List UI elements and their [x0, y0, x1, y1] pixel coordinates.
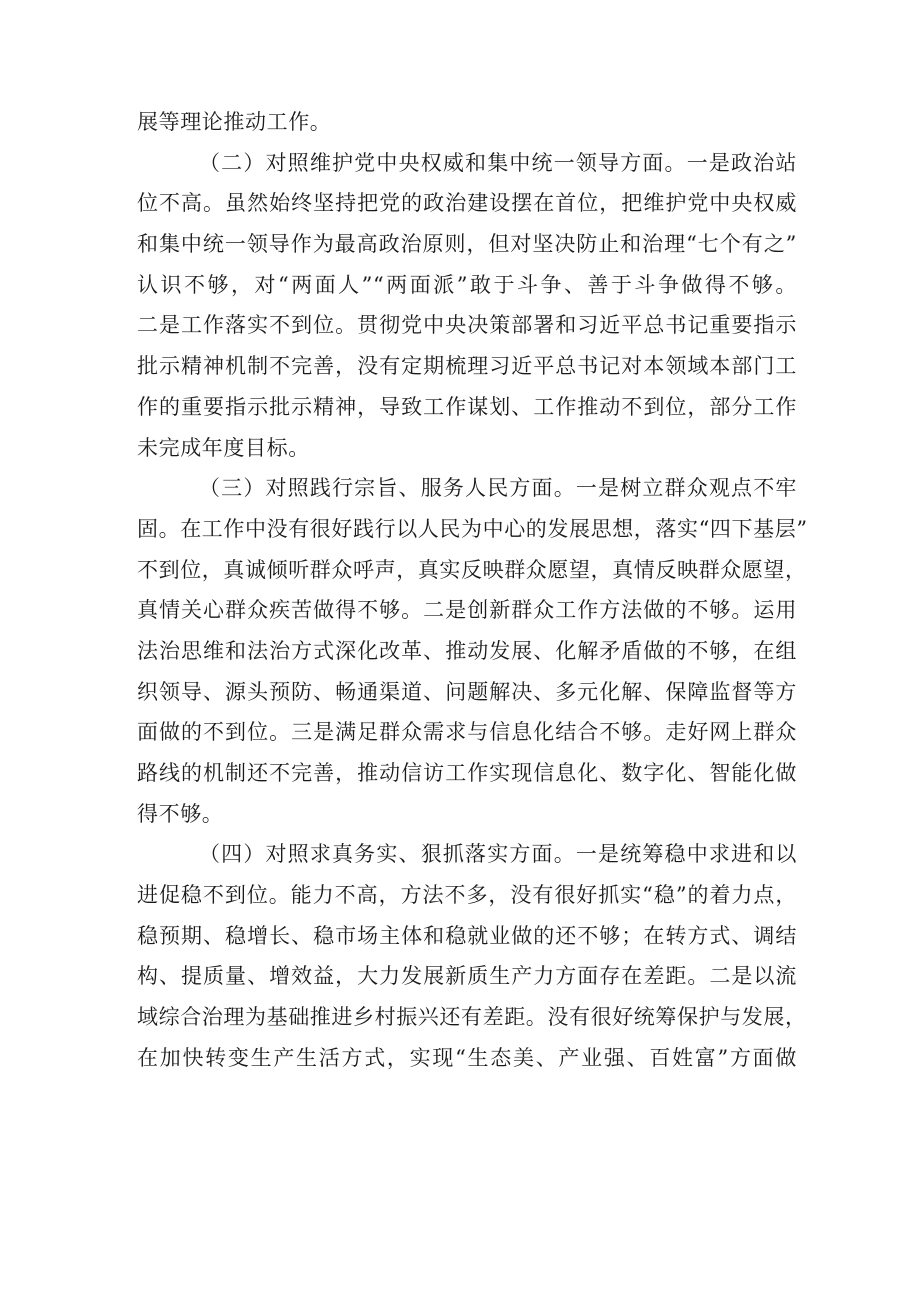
text-line: 展等理论推动工作。 — [137, 110, 332, 134]
text-line: 真情关心群众疾苦做得不够。二是创新群众工作方法做的不够。运用 — [137, 598, 797, 623]
paragraph — [137, 143, 797, 469]
text-line: （四）对照求真务实、狠抓落实方面。一是统筹稳中求进和以 — [199, 842, 797, 867]
text-line: 织领导、源头预防、畅通渠道、问题解决、多元化解、保障监督等方 — [137, 679, 797, 704]
text-line: 未完成年度目标。 — [137, 435, 310, 460]
text-line: 位不高。虽然始终坚持把党的政治建设摆在首位，把维护党中央权威 — [137, 191, 797, 216]
text-line: 面做的不到位。三是满足群众需求与信息化结合不够。走好网上群众 — [137, 720, 797, 745]
text-line: 路线的机制还不完善，推动信访工作实现信息化、数字化、智能化做 — [137, 761, 797, 785]
text-line: 认识不够，对“两面人”“两面派”敢于斗争、善于斗争做得不够。 — [137, 272, 797, 297]
paragraph — [137, 102, 797, 143]
text-line: （三）对照践行宗旨、服务人民方面。一是树立群众观点不牢 — [199, 476, 797, 501]
text-line: 作的重要指示批示精神，导致工作谋划、工作推动不到位，部分工作 — [137, 394, 797, 419]
text-line: 稳预期、稳增长、稳市场主体和稳就业做的还不够；在转方式、调结 — [137, 923, 797, 948]
text-line: 和集中统一领导作为最高政治原则，但对坚决防止和治理“七个有之” — [137, 232, 797, 257]
text-line: 二是工作落实不到位。贯彻党中央决策部署和习近平总书记重要指示 — [137, 313, 797, 338]
paragraph — [137, 834, 807, 1078]
text-line: 法治思维和法治方式深化改革、推动发展、化解矛盾做的不够，在组 — [137, 638, 797, 663]
text-line: 构、提质量、增效益，大力发展新质生产力方面存在差距。二是以流 — [137, 964, 797, 989]
text-line: 批示精神机制不完善，没有定期梳理习近平总书记对本领域本部门工 — [137, 354, 797, 379]
text-line: （二）对照维护党中央权威和集中统一领导方面。一是政治站 — [199, 150, 797, 175]
text-line: 域综合治理为基础推进乡村振兴还有差距。没有很好统筹保护与发展， — [137, 1005, 807, 1030]
text-line: 进促稳不到位。能力不高，方法不多，没有很好抓实“稳”的着力点， — [137, 883, 797, 908]
paragraph — [137, 468, 808, 834]
text-line: 不到位，真诚倾听群众呼声，真实反映群众愿望，真情反映群众愿望， — [137, 557, 807, 582]
text-line: 得不够。 — [137, 801, 224, 826]
text-line: 在加快转变生产生活方式，实现“生态美、产业强、百姓富”方面做 — [137, 1045, 797, 1070]
document-body — [137, 102, 808, 1079]
text-line: 固。在工作中没有很好践行以人民为中心的发展思想，落实“四下基层” — [137, 516, 808, 541]
